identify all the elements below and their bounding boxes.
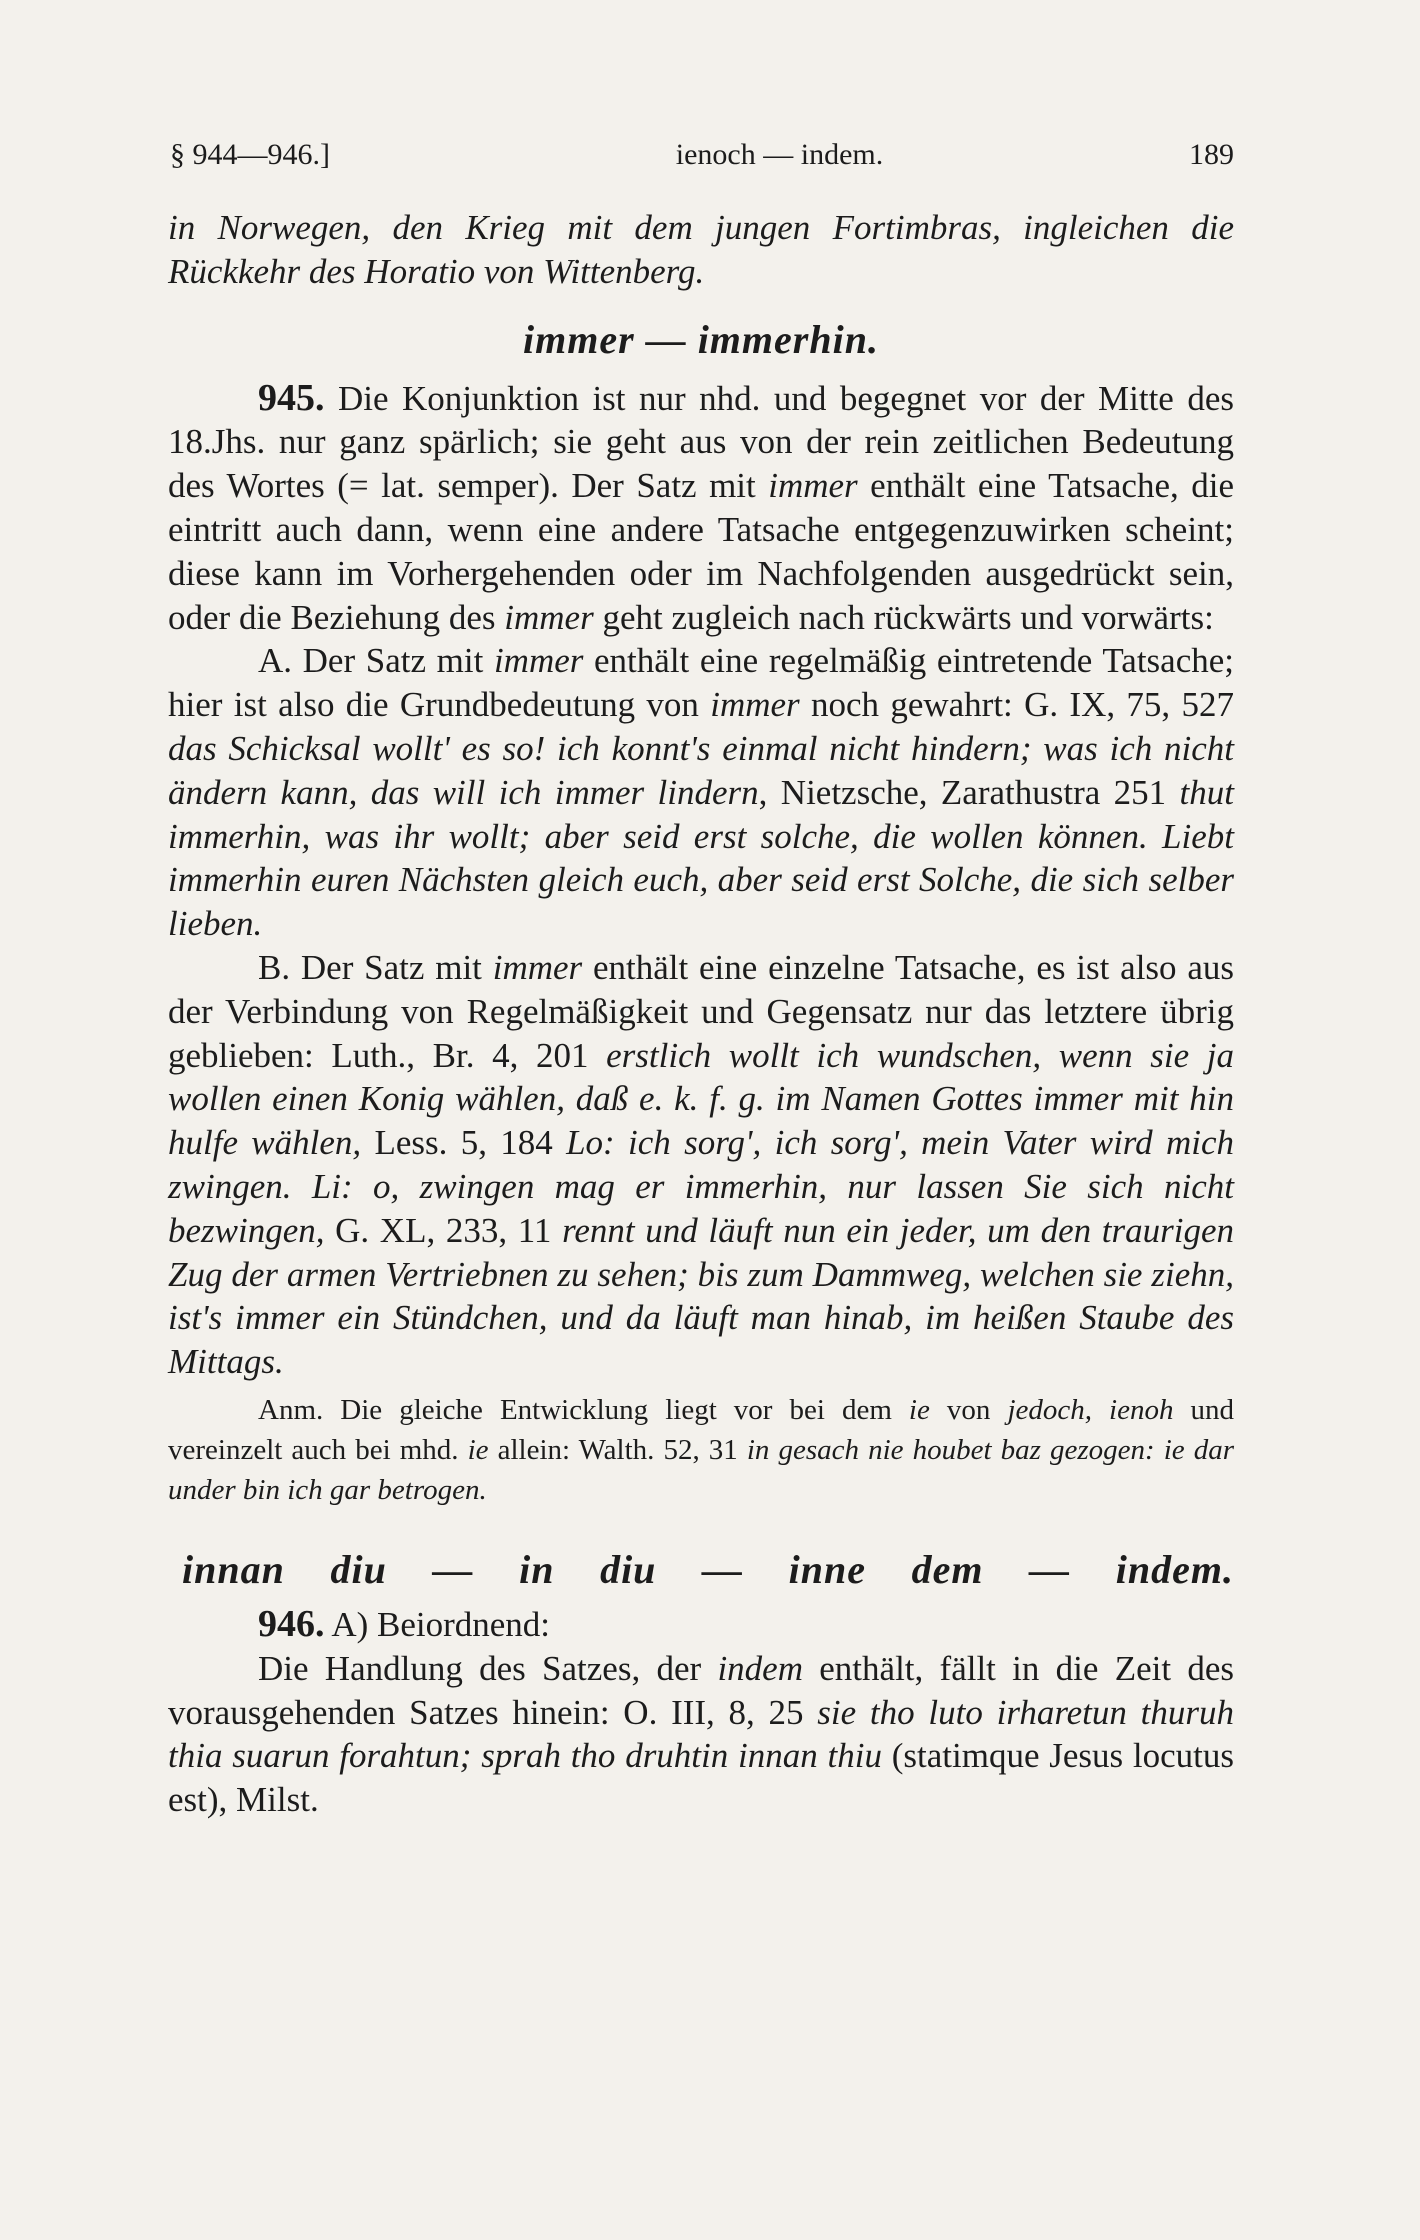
running-title: ienoch — indem. xyxy=(675,138,884,171)
annotation-note: Anm. Die gleiche Entwicklung liegt vor bei dem ie von jedoch, ienoh und vereinzelt auch bei mhd. ie allein: Walth. 52, 31 in gesach nie houbet baz gezogen: ie dar under bin ich gar betrogen. xyxy=(168,1393,1235,1506)
section-945: 945. Die Konjunktion ist nur nhd. und begegnet vor der Mitte des 18.Jhs. nur ganz spärlich; sie geht aus von der rein zeitlichen Bedeutung des Wortes (= lat. semper). Der Satz mit immer enthält eine Tatsache, die eintritt auch dann, wenn eine andere Tatsache entgegenzuwirken scheint; diese kann im Vorhergehenden oder im Nachfolgenden ausgedrückt sein, oder die Beziehung des immer geht zugleich nach rückwärts und vorwärts: xyxy=(168,376,1234,637)
annotation-label: Anm. xyxy=(258,1393,324,1426)
paragraph-b: B. Der Satz mit immer enthält eine einzelne Tatsache, es ist also aus der Verbindung von Regelmäßigkeit und Gegensatz nur das letztere übrig geblieben: Luth., Br. 4, 201 erstlich wollt ich wundschen, wenn sie ja wollen einen Konig wählen, daß e. k. f. g. im Namen Gottes immer mit hin hulfe wählen, Less. 5, 184 Lo: ich sorg', ich sorg', mein Vater wird mich zwingen. Li: o, zwingen mag er immerhin, nur lassen Sie sich nicht bezwingen, G. XL, 233, 11 rennt und läuft nun ein jeder, um den traurigen Zug der armen Vertriebnen zu sehen; bis zum Dammweg, welchen sie ziehn, ist's immer ein Stündchen, und da läuft man hinab, im heißen Staube des Mittags. xyxy=(168,947,1235,1382)
paragraph-946-a: Die Handlung des Satzes, der indem enthält, fällt in die Zeit des vorausgehenden Satzes hinein: O. III, 8, 25 sie tho luto irharetun thuruh thia suarun forahtun; sprah tho druhtin innan thiu (statimque Jesus locutus est), Milst. xyxy=(168,1648,1234,1820)
section-946: 946. A) Beiordnend: xyxy=(258,1602,551,1645)
continuation-paragraph xyxy=(168,206,1234,294)
quote: in Norwegen, den Krieg mit dem jungen Fortimbras, ingleichen die Rückkehr des Horatio von Wittenberg. xyxy=(168,208,1234,291)
lemma-heading-indem: innan diu — in diu — inne dem — indem. xyxy=(182,1546,1234,1592)
section-number: 945. xyxy=(258,376,325,419)
lemma-heading-immer: immer — immerhin. xyxy=(523,316,879,362)
section-range: § 944—946.] xyxy=(170,138,330,171)
page-number: 189 xyxy=(1188,138,1234,171)
paragraph-a: A. Der Satz mit immer enthält eine regelmäßig eintretende Tatsache; hier ist also die Grundbedeutung von immer noch gewahrt: G. IX, 75, 527 das Schicksal wollt' es so! ich konnt's einmal nicht hindern; was ich nicht ändern kann, das will ich immer lindern, Nietzsche, Zarathustra 251 thut immerhin, was ihr wollt; aber seid erst solche, die wollen können. Liebt immerhin euren Nächsten gleich euch, aber seid erst Solche, die sich selber lieben. xyxy=(168,641,1234,944)
section-number: 946. xyxy=(258,1602,325,1645)
running-head xyxy=(168,138,1234,172)
